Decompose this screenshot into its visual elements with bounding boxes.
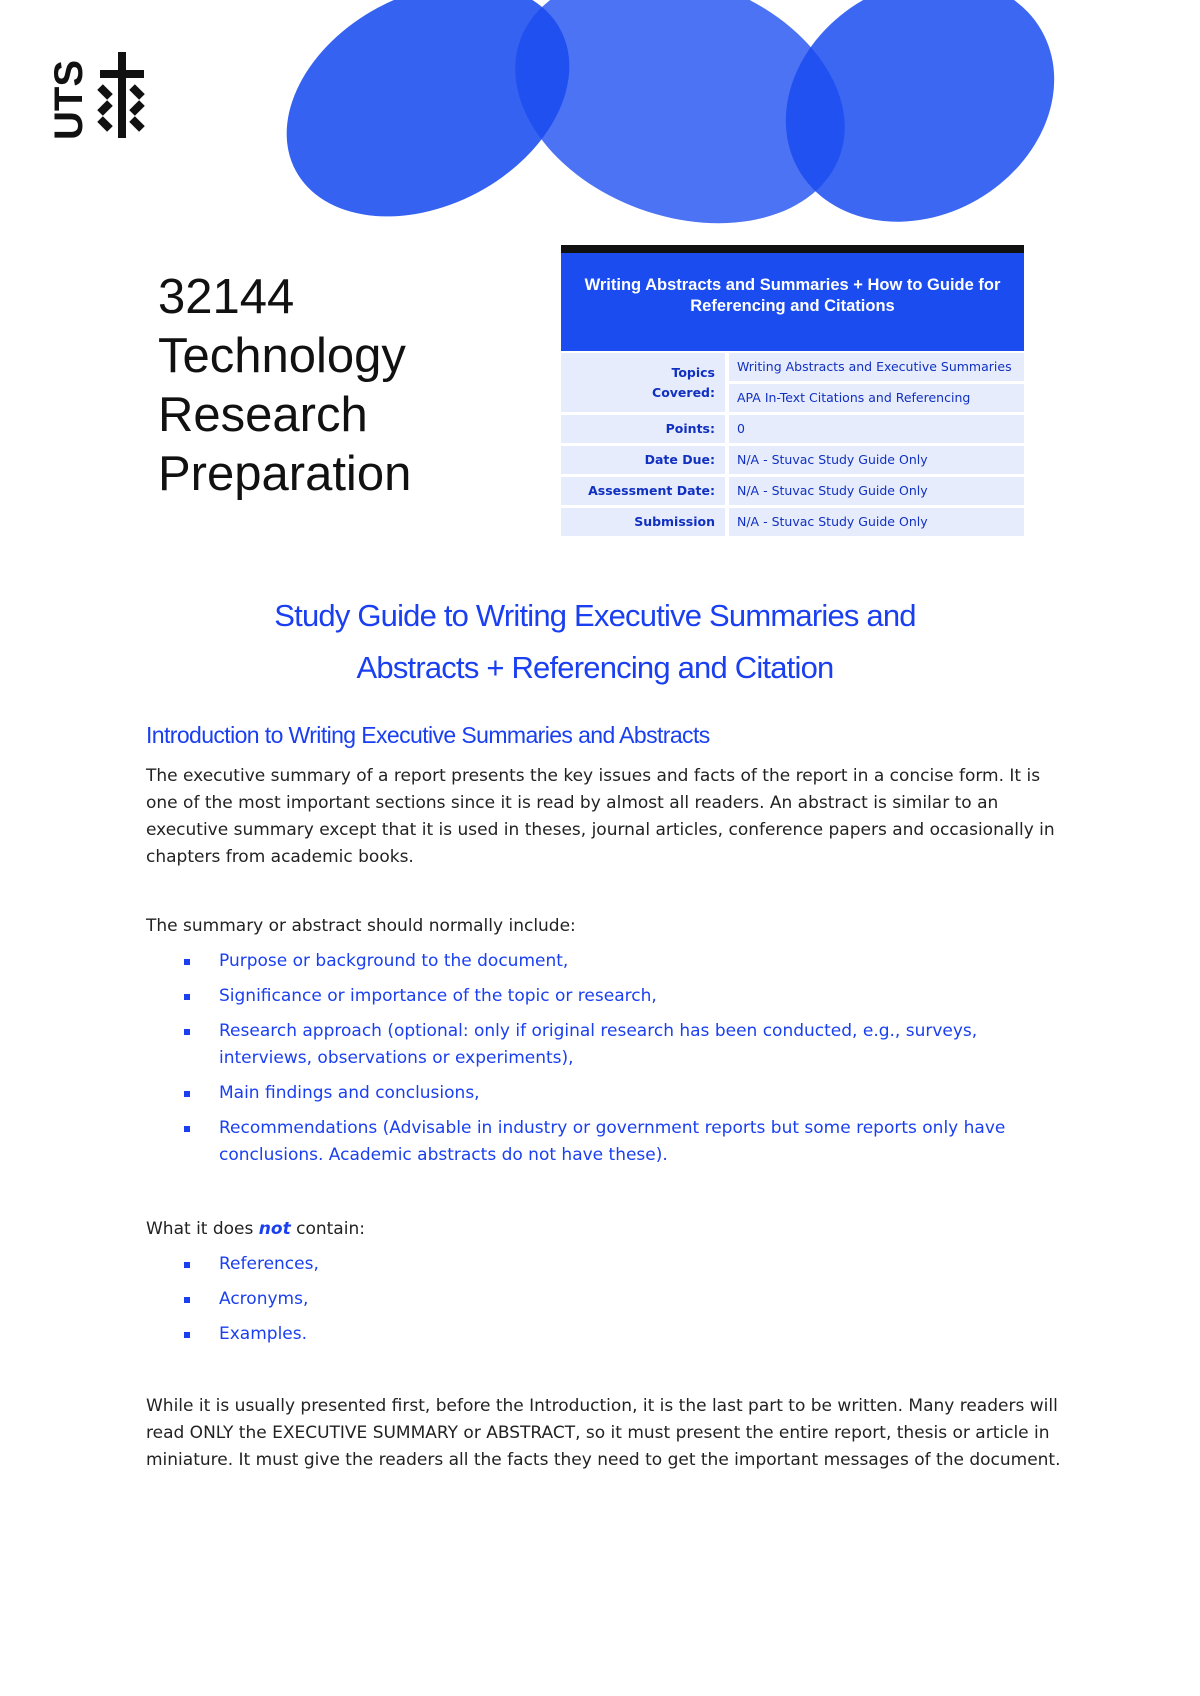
- list-item: [146, 1018, 1066, 1072]
- topic-1: Writing Abstracts and Executive Summaries: [729, 353, 1024, 381]
- info-table: [561, 350, 1024, 539]
- list-item: [146, 983, 1066, 1010]
- list-item-text: Acronyms,: [219, 1289, 309, 1309]
- section-heading: Introduction to Writing Executive Summaries and Abstracts: [146, 722, 710, 748]
- topic-2: APA In-Text Citations and Referencing: [729, 384, 1024, 412]
- list-item: [146, 1321, 1066, 1348]
- bullet-icon: [184, 1262, 190, 1268]
- list-item-text: References,: [219, 1254, 319, 1274]
- bullet-icon: [184, 994, 190, 1000]
- info-row-points: [561, 415, 1024, 443]
- list-item-text: Purpose or background to the document,: [219, 951, 569, 971]
- points-value: 0: [729, 415, 1024, 443]
- topics-label-cell: [561, 353, 729, 412]
- assessment-date-value: N/A - Stuvac Study Guide Only: [729, 477, 1024, 505]
- crest-mark: [97, 52, 145, 138]
- assessment-info-box: [561, 245, 1024, 539]
- topics-label-line-1: Topics: [671, 364, 715, 380]
- course-name-line-2: Research: [158, 388, 368, 442]
- exclude-intro-text: [146, 1216, 1066, 1243]
- bullet-icon: [184, 1297, 190, 1303]
- info-box-top-bar: [561, 245, 1024, 253]
- date-due-value: N/A - Stuvac Study Guide Only: [729, 446, 1024, 474]
- submission-label: Submission: [561, 508, 729, 536]
- exclude-intro-before: What it does: [146, 1219, 254, 1239]
- exclude-intro-after: contain:: [296, 1219, 365, 1239]
- uts-crest-icon: [48, 48, 148, 144]
- document-title: [130, 590, 1060, 694]
- uts-logo: [48, 48, 148, 144]
- list-item: [146, 1080, 1066, 1107]
- bullet-icon: [184, 1332, 190, 1338]
- document-title-line-2: Abstracts + Referencing and Citation: [356, 650, 834, 685]
- list-item-text: Significance or importance of the topic or research,: [219, 986, 657, 1006]
- info-row-assessment-date: [561, 477, 1024, 505]
- exclude-list: [146, 1251, 1066, 1356]
- info-box-header: Writing Abstracts and Summaries + How to Guide for Referencing and Citations: [561, 253, 1024, 351]
- closing-paragraph: While it is usually presented first, before the Introduction, it is the last part to be written. Many readers will read ONLY the EXECUTIVE SUMMARY or ABSTRACT, so it must present the entire report, thesis or article in miniature. It must give the readers all the facts they need to get the important messages of the document.: [146, 1396, 1061, 1470]
- course-name-line-3: Preparation: [158, 447, 412, 501]
- include-list: [146, 948, 1066, 1177]
- date-due-label: Date Due:: [561, 446, 729, 474]
- assessment-date-label: Assessment Date:: [561, 477, 729, 505]
- exclude-intro-emphasis: not: [258, 1219, 291, 1239]
- intro-paragraph: The executive summary of a report presents the key issues and facts of the report in a concise form. It is one of the most important sections since it is read by almost all readers. An abstract is similar to an executive summary except that it is used in theses, journal articles, conference papers and occasionally in chapters from academic books.: [146, 766, 1055, 867]
- topics-label-line-2: Covered:: [652, 384, 715, 400]
- info-row-topics-1: [561, 353, 1024, 381]
- list-item: [146, 1251, 1066, 1278]
- info-row-submission: [561, 508, 1024, 536]
- bullet-icon: [184, 1126, 190, 1132]
- list-item-text: Main findings and conclusions,: [219, 1083, 480, 1103]
- bullet-icon: [184, 1029, 190, 1035]
- course-code: 32144: [158, 270, 295, 324]
- bullet-icon: [184, 1091, 190, 1097]
- bullet-icon: [184, 959, 190, 965]
- course-name-line-1: Technology: [158, 329, 406, 383]
- list-item: [146, 1286, 1066, 1313]
- list-item-text: Examples.: [219, 1324, 308, 1344]
- decorative-blue-ellipses: [0, 0, 1200, 240]
- list-item: [146, 1115, 1066, 1169]
- list-item: [146, 948, 1066, 975]
- points-label: Points:: [561, 415, 729, 443]
- document-title-line-1: Study Guide to Writing Executive Summaries and: [274, 598, 916, 633]
- submission-value: N/A - Stuvac Study Guide Only: [729, 508, 1024, 536]
- list-item-text: Recommendations (Advisable in industry or government reports but some reports only have conclusions. Academic abstracts do not have these).: [219, 1118, 1006, 1165]
- course-title: [158, 268, 518, 504]
- info-row-date-due: [561, 446, 1024, 474]
- include-intro-text: The summary or abstract should normally include:: [146, 916, 576, 936]
- list-item-text: Research approach (optional: only if original research has been conducted, e.g., surveys, interviews, observations or experiments),: [219, 1021, 978, 1068]
- uts-logo-text: UTS: [48, 60, 91, 140]
